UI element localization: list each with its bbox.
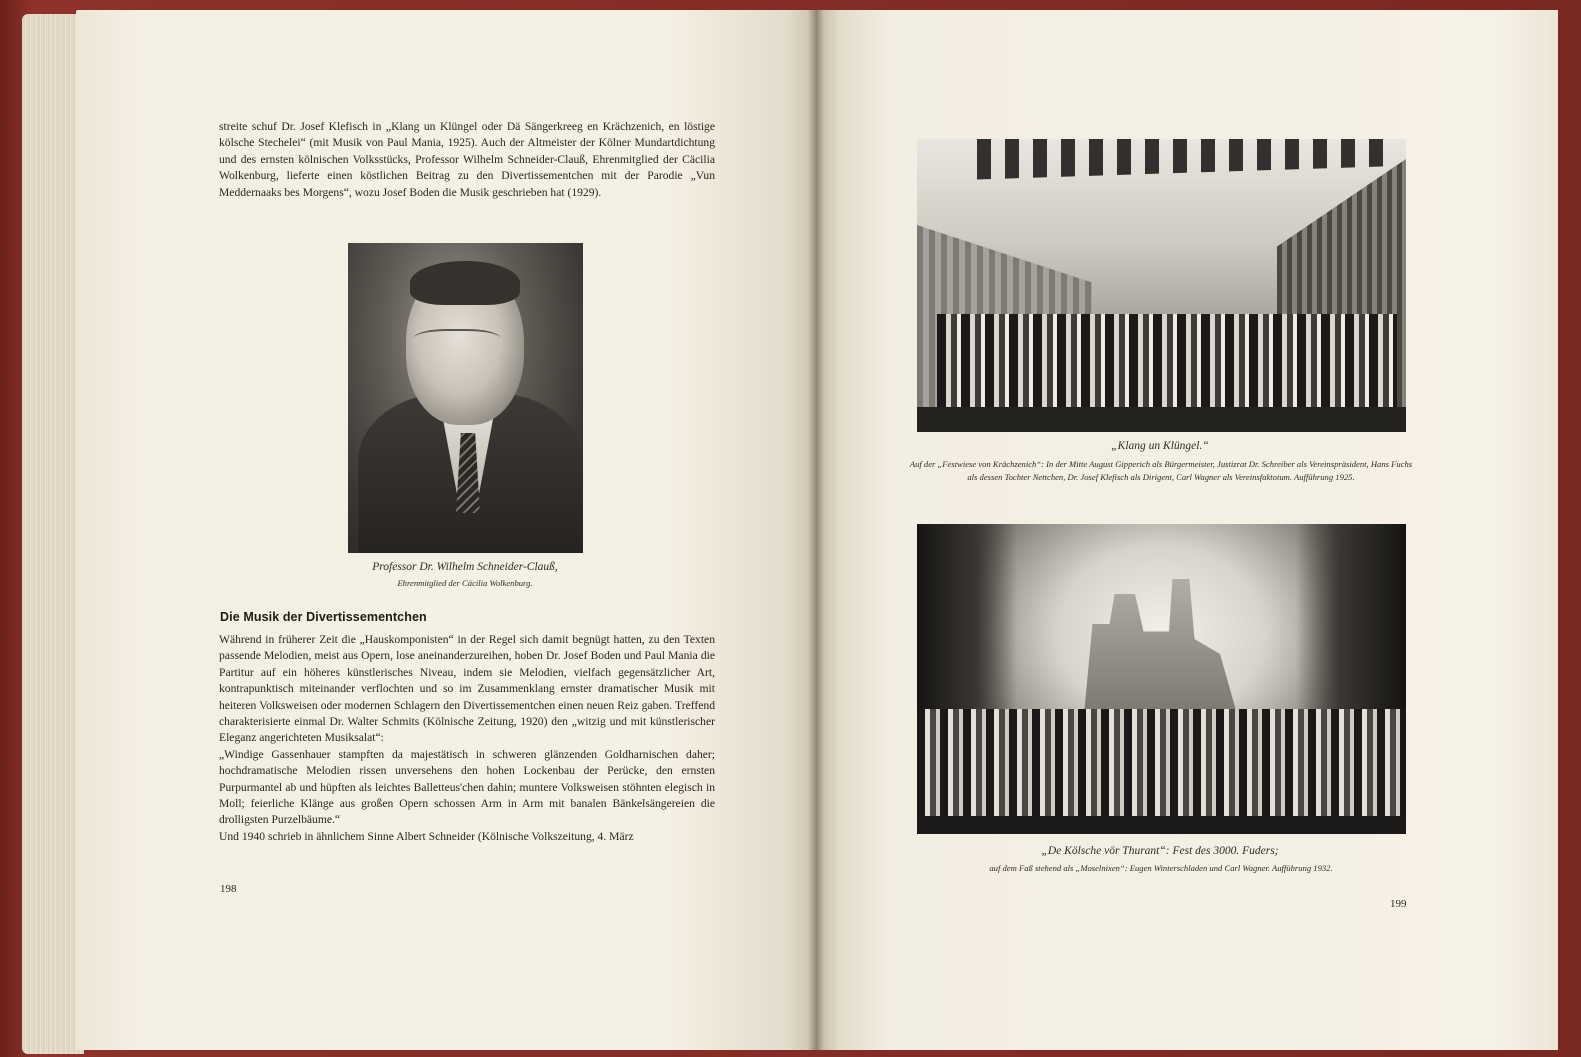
photo1-caption: Auf der „Festwiese von Krächzenich“: In der Mitte August Gipperich als Bürgermeister, Justizrat Dr. Schreiber als Vereinspräsident, Hans Fuchs als dessen Tochter Nettchen, Dr. Josef Klefisch als Dirigent, Carl Wagner als Vereinsfaktotum. Aufführung 1925. [909,459,1413,483]
page-edges [22,14,84,1054]
stage-crowd [937,314,1397,409]
portrait-caption-name: Professor Dr. Wilhelm Schneider-Clauß, [372,561,558,573]
intro-text: streite schuf Dr. Josef Klefisch in „Klang un Klüngel oder Dä Sängerkreeg en Krächzenich, en löstige kölsche Stechelei“ (mit Musik von Paul Mania, 1925). Auch der Altmeister der Kölner Mundartdichtung und des ernsten kölnischen Volksstücks, Professor Wilhelm Schneider-Clauß, Ehrenmitglied der Cäcilia Wolkenburg, lieferte einen köstlichen Beitrag zu den Divertissementchen mit der Parodie „Vun Meddernaaks bes Morgens“, wozu Josef Boden die Musik geschrieben hat (1929). [219,120,715,199]
section-heading: Die Musik der Divertissementchen [220,610,427,624]
stage-floor [917,407,1406,432]
music-paragraph-2: Und 1940 schrieb in ähnlichem Sinne Albert Schneider (Kölnische Volkszeitung, 4. März [219,829,634,843]
music-quote: „Windige Gassenhauer stampften da majestätisch in schweren glänzenden Goldharnischen daher; hochdramatische Melodien rissen unversehens den hohen Lockenbau der Perücke, den ernsten Purpurmantel ab und hüpften als leichtes Balletteus'chen dahin; muntere Volksweisen stöhnten elegisch in Moll; feierliche Klänge aus großen Opern schossen Arm in Arm mit banalen Bänkelsängereien die drolligsten Purzelbäume.“ [219,747,715,827]
portrait-glasses [414,329,500,351]
castle-backdrop [1067,564,1237,714]
stage-ensemble [917,709,1406,819]
portrait-hair [410,261,520,305]
stage-photo-thurant [917,524,1406,834]
photo1-title: „Klang un Klüngel.“ [1111,440,1209,452]
page-number-right: 199 [1390,898,1407,910]
music-section-text [219,632,715,845]
photo2-caption: auf dem Faß stehend als „Moselnixen“: Eugen Winterschladen und Carl Wagner. Aufführung 1932. [989,863,1333,873]
book-gutter [808,10,824,1050]
stage-floor [917,816,1406,834]
intro-paragraph [219,119,715,201]
stage-photo-klang-un-kluengel [917,139,1406,432]
photo2-title: „De Kölsche vör Thurant“: Fest des 3000. Fuders; [1041,845,1279,857]
portrait-caption-role: Ehrenmitglied der Cäcilia Wolkenburg. [397,578,533,588]
portrait-photo [348,243,583,553]
music-paragraph-1: Während in früherer Zeit die „Hauskomponisten“ in der Regel sich damit begnügt hatten, zu den Texten passende Melodien, meist aus Opern, lose aneinanderzureihen, hoben Dr. Josef Boden und Paul Mania die Partitur auf ein höheres künstlerisches Niveau, indem sie Melodien, vielfach gegensätzlicher Art, kontrapunktisch miteinander verflochten und so im Zusammenklang ernster dramatischer Musik mit heiteren Volksweisen oder modernen Schlagern den Divertissementchen einen neuen Reiz gaben. Treffend charakterisierte einmal Dr. Walter Schmits (Kölnische Zeitung, 1920) den „witzig und mit künstlerischer Eleganz angerichteten Musiksalat“: [219,633,715,745]
page-number-left: 198 [220,883,237,895]
